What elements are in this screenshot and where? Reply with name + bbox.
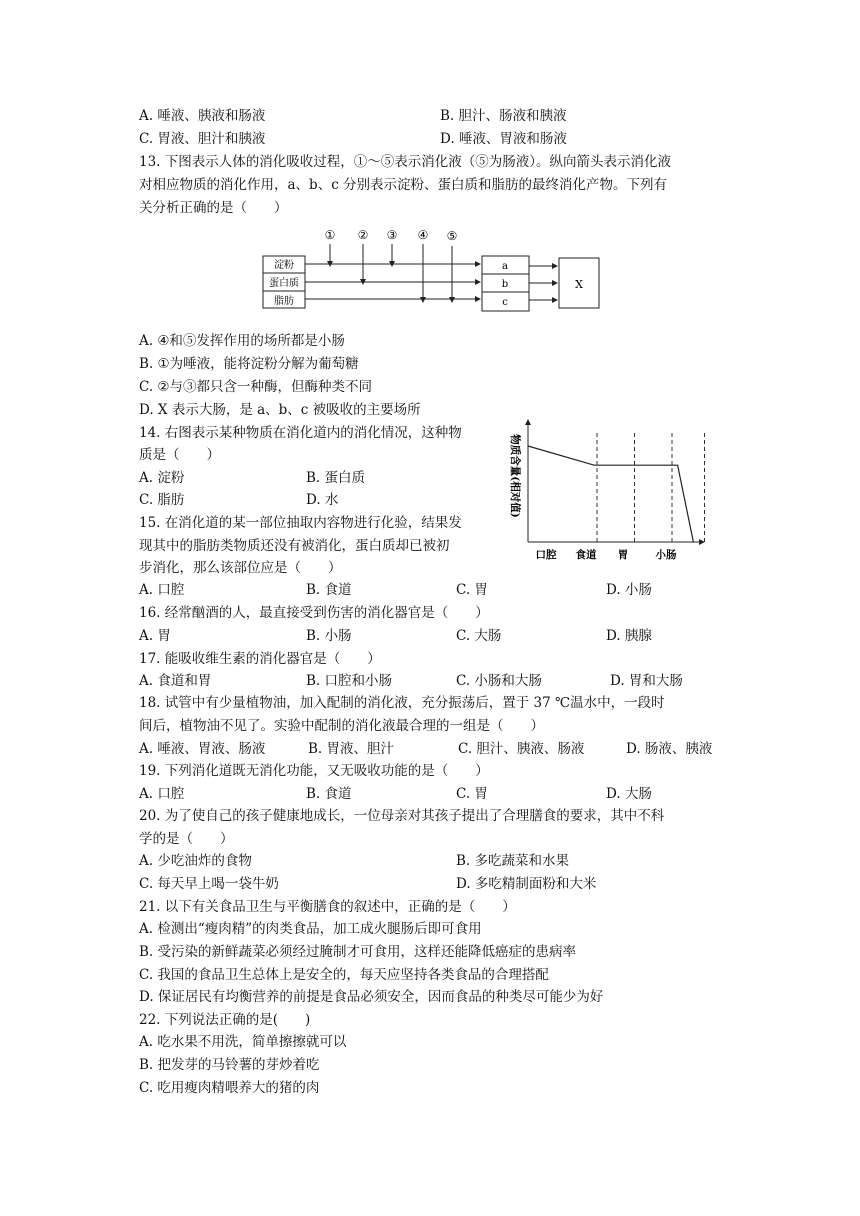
q18-stem-line1: 18. 试管中有少量植物油，加入配制的消化液，充分振荡后，置于 37 ℃温水中，一段时	[139, 695, 665, 711]
q13-stem-line3: 关分析正确的是（ ）	[139, 200, 288, 216]
q21-option-a: A. 检测出“瘦肉精”的肉类食品，加工成火腿肠后即可食用	[139, 921, 482, 937]
product-a: a	[502, 261, 508, 272]
digestion-line-chart	[498, 412, 714, 564]
q13-option-a: A. ④和⑤发挥作用的场所都是小肠	[139, 333, 345, 349]
q20-option-d: D. 多吃精制面粉和大米	[456, 876, 597, 892]
q20-stem-line2: 学的是（ ）	[139, 831, 234, 847]
q21-stem: 21. 以下有关食品卫生与平衡膳食的叙述中，正确的是（ ）	[139, 899, 516, 915]
juice-label-2: ②	[357, 228, 369, 242]
digestion-flow-diagram	[255, 226, 615, 316]
q19-option-d: D. 大肠	[606, 786, 652, 802]
q15-option-b: B. 食道	[306, 582, 352, 598]
q19-option-b: B. 食道	[306, 786, 352, 802]
q17-option-b: B. 口腔和小肠	[306, 673, 393, 689]
q15-stem-line2: 现其中的脂肪类物质还没有被消化，蛋白质却已被初	[139, 538, 450, 554]
q18-option-d: D. 肠液、胰液	[626, 741, 713, 757]
q14-option-d: D. 水	[306, 492, 339, 508]
product-c: c	[502, 297, 508, 308]
chart-category-label: 胃	[617, 549, 629, 561]
chart-ylabel: 物质含量(相对值)	[509, 434, 521, 518]
juice-label-5: ⑤	[446, 229, 458, 243]
q16-option-c: C. 大肠	[456, 628, 502, 644]
q19-option-c: C. 胃	[456, 786, 488, 802]
q22-option-c: C. 吃用瘦肉精喂养大的猪的肉	[139, 1080, 320, 1096]
q20-option-a: A. 少吃油炸的食物	[139, 853, 252, 869]
juice-label-3: ③	[386, 228, 398, 242]
q15-stem-line1: 15. 在消化道的某一部位抽取内容物进行化验，结果发	[139, 515, 462, 531]
q16-stem: 16. 经常酗酒的人，最直接受到伤害的消化器官是（ ）	[139, 605, 489, 621]
q21-option-c: C. 我国的食品卫生总体上是安全的，每天应坚持各类食品的合理搭配	[139, 967, 549, 983]
q13-option-c: C. ②与③都只含一种酶，但酶种类不同	[139, 379, 373, 395]
juice-label-1: ①	[324, 228, 336, 242]
q17-stem: 17. 能吸收维生素的消化器官是（ ）	[139, 651, 381, 667]
q18-stem-line2: 间后，植物油不见了。实验中配制的消化液最合理的一组是（ ）	[139, 718, 544, 734]
q16-option-a: A. 胃	[139, 628, 171, 644]
q15-option-d: D. 小肠	[606, 582, 652, 598]
q15-stem-line3: 步消化，那么该部位应是（ ）	[139, 560, 342, 576]
q14-stem-line2: 质是（ ）	[139, 447, 220, 463]
q14-option-b: B. 蛋白质	[306, 470, 366, 486]
q17-option-d: D. 胃和大肠	[610, 673, 683, 689]
q21-option-d: D. 保证居民有均衡营养的前提是食品必须安全，因而食品的种类尽可能少为好	[139, 989, 604, 1005]
q12-option-d: D. 唾液、胃液和肠液	[440, 131, 567, 147]
q20-option-c: C. 每天早上喝一袋牛奶	[139, 876, 279, 892]
q14-option-c: C. 脂肪	[139, 492, 185, 508]
q13-option-d: D. X 表示大肠，是 a、b、c 被吸收的主要场所	[139, 402, 421, 418]
q12-option-b: B. 胆汁、肠液和胰液	[440, 108, 567, 124]
q22-stem: 22. 下列说法正确的是( )	[139, 1012, 311, 1028]
q12-option-c: C. 胃液、胆汁和胰液	[139, 131, 266, 147]
q19-option-a: A. 口腔	[139, 786, 185, 802]
chart-category-label: 小肠	[655, 549, 677, 561]
q13-option-b: B. ①为唾液，能将淀粉分解为葡萄糖	[139, 356, 359, 372]
q18-option-c: C. 胆汁、胰液、肠液	[458, 741, 585, 757]
chart-category-label: 食道	[575, 549, 597, 561]
q14-option-a: A. 淀粉	[139, 470, 185, 486]
q13-stem-line1: 13. 下图表示人体的消化吸收过程，①～⑤表示消化液（⑤为肠液）。纵向箭头表示消化液	[139, 154, 672, 170]
chart-series-line	[528, 446, 693, 542]
q22-option-b: B. 把发芽的马铃薯的芽炒着吃	[139, 1057, 320, 1073]
q14-stem-line1: 14. 右图表示某种物质在消化道内的消化情况，这种物	[139, 425, 462, 441]
q13-stem-line2: 对相应物质的消化作用，a、b、c 分别表示淀粉、蛋白质和脂肪的最终消化产物。下列有	[139, 177, 668, 193]
q17-option-a: A. 食道和胃	[139, 673, 212, 689]
q15-option-c: C. 胃	[456, 582, 488, 598]
q20-stem-line1: 20. 为了使自己的孩子健康地成长，一位母亲对其孩子提出了合理膳食的要求，其中不科	[139, 808, 665, 824]
q19-stem: 19. 下列消化道既无消化功能，又无吸收功能的是（ ）	[139, 763, 489, 779]
q18-option-b: B. 胃液、胆汁	[308, 741, 395, 757]
q15-option-a: A. 口腔	[139, 582, 185, 598]
q16-option-d: D. 胰腺	[606, 628, 652, 644]
q16-option-b: B. 小肠	[306, 628, 352, 644]
juice-label-4: ④	[417, 228, 429, 242]
result-x: X	[575, 278, 583, 291]
substance-starch: 淀粉	[274, 260, 294, 271]
substance-fat: 脂肪	[274, 296, 294, 307]
q18-option-a: A. 唾液、胃液、肠液	[139, 741, 266, 757]
product-b: b	[501, 279, 509, 290]
q20-option-b: B. 多吃蔬菜和水果	[456, 853, 570, 869]
q21-option-b: B. 受污染的新鲜蔬菜必须经过腌制才可食用，这样还能降低癌症的患病率	[139, 944, 577, 960]
chart-category-label: 口腔	[535, 549, 557, 561]
q12-option-a: A. 唾液、胰液和肠液	[139, 108, 266, 124]
q17-option-c: C. 小肠和大肠	[456, 673, 542, 689]
q22-option-a: A. 吃水果不用洗，简单擦擦就可以	[139, 1034, 347, 1050]
substance-protein: 蛋白质	[269, 278, 299, 289]
